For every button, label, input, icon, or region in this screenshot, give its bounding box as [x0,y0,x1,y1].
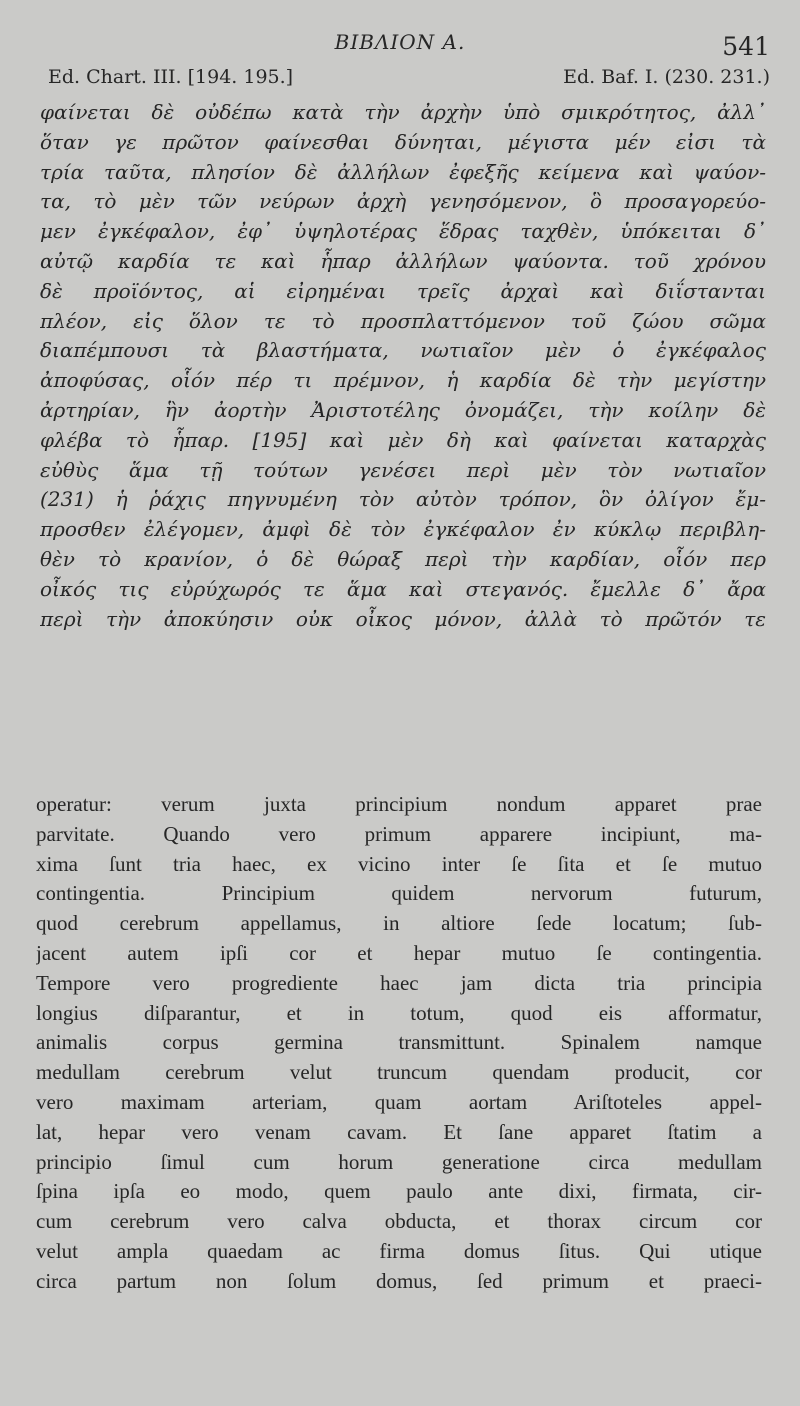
greek-text-line: ὅταν γε πρῶτον φαίνεσθαι δύνηται, μέγιστα μέν εἰσι τὰ [40,129,766,154]
greek-text-line: πλέον, εἰς ὅλον τε τὸ προσπλαττόμενον τοῦ ζώου σῶμα [40,308,766,333]
latin-text-line: cum cerebrum vero calva obducta, et thorax circum cor [36,1209,762,1234]
latin-text-block [36,790,762,1297]
greek-text-line: ἀρτηρίαν, ἣν ἀορτὴν Ἀριστοτέλης ὀνομάζει, τὴν κοίλην δὲ [40,397,766,422]
latin-text-line: velut ampla quaedam ac firma domus ſitus. Qui utique [36,1238,762,1263]
latin-text-line: medullam cerebrum velut truncum quendam producit, cor [36,1060,762,1085]
latin-text-line: xima ſunt tria haec, ex vicino inter ſe ſita et ſe mutuo [36,851,762,876]
greek-text-line: οἶκός τις εὐρύχωρός τε ἅμα καὶ στεγανός. ἔμελλε δ᾽ ἄρα [40,576,766,601]
latin-text-line: operatur: verum juxta principium nondum apparet prae [36,792,762,816]
latin-text-line: quod cerebrum appellamus, in altiore ſede locatum; ſub- [36,911,762,936]
latin-text-line: contingentia. Principium quidem nervorum futurum, [36,881,762,906]
greek-text-line: θὲν τὸ κρανίον, ὁ δὲ θώραξ περὶ τὴν καρδίαν, οἷόν περ [40,546,766,571]
latin-text-line: longius diſparantur, et in totum, quod eis afformatur, [36,1000,762,1025]
latin-text-line: jacent autem ipſi cor et hepar mutuo ſe contingentia. [36,940,762,965]
running-title: ΒΙΒΛΙΟΝ Α. [334,30,466,54]
latin-text-line: parvitate. Quando vero primum apparere incipiunt, ma- [36,821,762,846]
greek-text-block [40,98,766,634]
latin-text-line: ſpina ipſa eo modo, quem paulo ante dixi, firmata, cir- [36,1179,762,1204]
greek-text-line: τα, τὸ μὲν τῶν νεύρων ἀρχὴ γενησόμενον, ὃ προσαγορεύο- [40,189,766,214]
greek-text-line: εὐθὺς ἅμα τῇ τούτων γενέσει περὶ μὲν τὸν νωτιαῖον [40,457,766,482]
greek-text-line: προσθεν ἐλέγομεν, ἀμφὶ δὲ τὸν ἐγκέφαλον ἐν κύκλῳ περιβλη- [40,517,766,542]
edition-basel: Ed. Baf. I. (230. 231.) [563,66,770,88]
edition-references [48,66,770,96]
page-number: 541 [722,32,770,61]
greek-text-line: δὲ προϊόντος, αἱ εἰρημέναι τρεῖς ἀρχαὶ καὶ διΐστανται [40,278,766,303]
latin-text-line: animalis corpus germina transmittunt. Spinalem namque [36,1030,762,1055]
greek-text-line: διαπέμπουσι τὰ βλαστήματα, νωτιαῖον μὲν ὁ ἐγκέφαλος [40,338,766,363]
page-header [0,30,800,66]
greek-text-line: φαίνεται δὲ οὐδέπω κατὰ τὴν ἀρχὴν ὑπὸ σμικρότητος, ἀλλ᾽ [40,100,766,124]
greek-text-line: ἀποφύσας, οἷόν πέρ τι πρέμνον, ἡ καρδία δὲ τὴν μεγίστην [40,368,766,393]
edition-chartier: Ed. Chart. III. [194. 195.] [48,66,294,88]
latin-text-line: circa partum non ſolum domus, ſed primum et praeci- [36,1268,762,1293]
greek-text-line: φλέβα τὸ ἧπαρ. [195] καὶ μὲν δὴ καὶ φαίνεται καταρχὰς [40,427,766,452]
latin-text-line: principio ſimul cum horum generatione circa medullam [36,1149,762,1174]
greek-text-line: περὶ τὴν ἀποκύησιν οὐκ οἶκος μόνον, ἀλλὰ τὸ πρῶτόν τε [40,606,766,631]
greek-text-line: τρία ταῦτα, πλησίον δὲ ἀλλήλων ἐφεξῆς κείμενα καὶ ψαύον- [40,159,766,184]
latin-text-line: Tempore vero progrediente haec jam dicta tria principia [36,970,762,995]
latin-text-line: vero maximam arteriam, quam aortam Ariſtoteles appel- [36,1089,762,1114]
greek-text-line: μεν ἐγκέφαλον, ἐφ᾽ ὑψηλοτέρας ἕδρας ταχθὲν, ὑπόκειται δ᾽ [40,219,766,244]
latin-text-line: lat, hepar vero venam cavam. Et ſane apparet ſtatim a [36,1119,762,1144]
greek-text-line: (231) ἡ ῥάχις πηγνυμένη τὸν αὐτὸν τρόπον, ὃν ὀλίγον ἔμ- [40,487,766,512]
greek-text-line: αὐτῷ καρδία τε καὶ ἧπαρ ἀλλήλων ψαύοντα. τοῦ χρόνου [40,248,766,273]
